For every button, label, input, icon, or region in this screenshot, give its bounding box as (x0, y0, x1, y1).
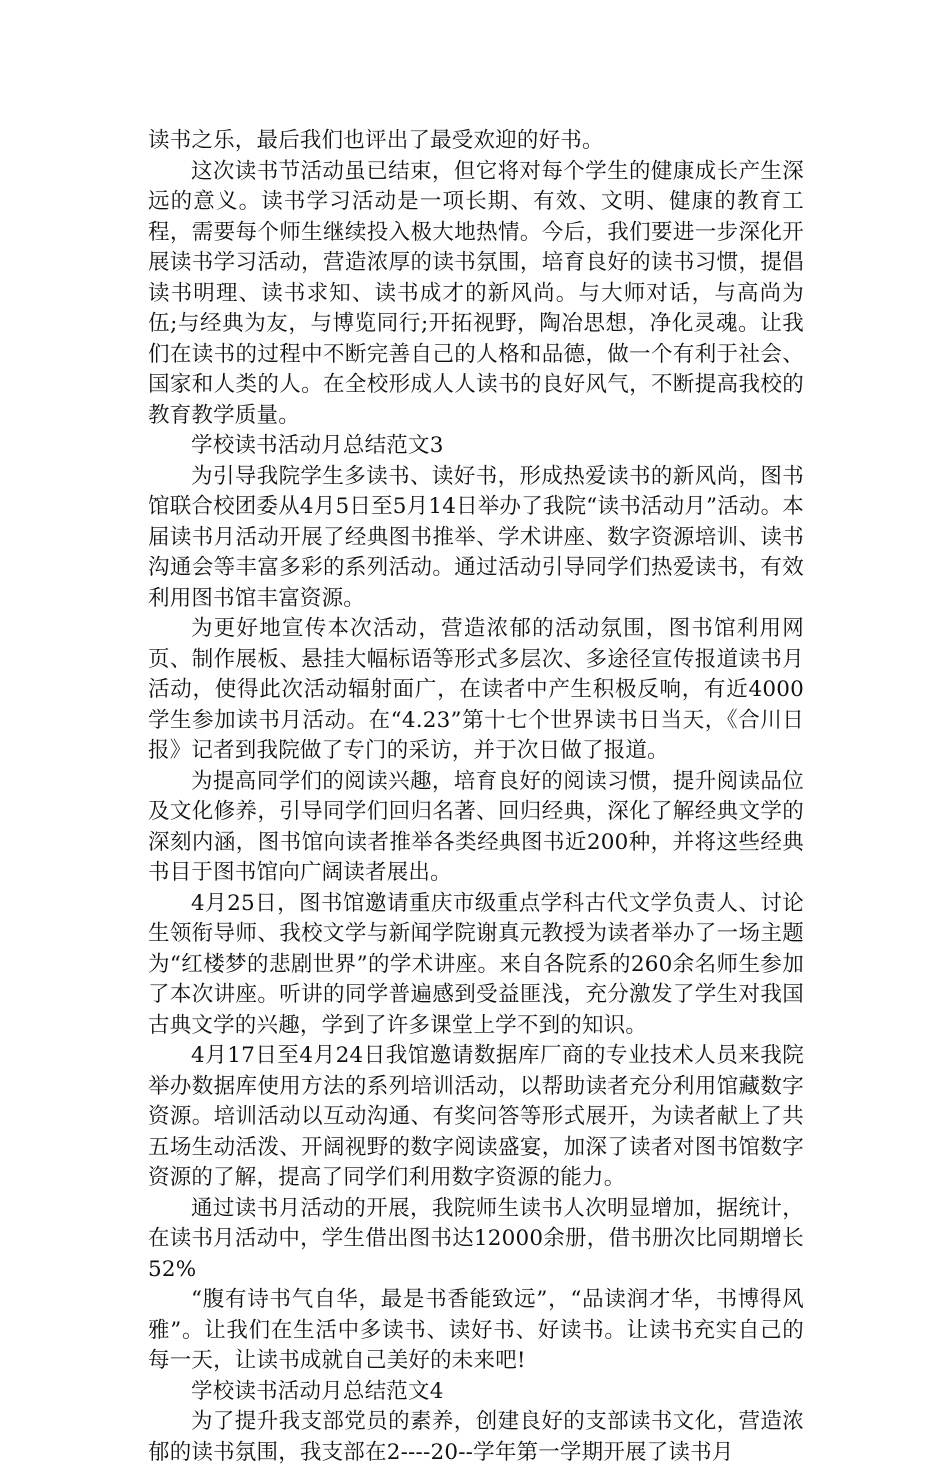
paragraph-branch-reading-month: 为了提升我支部党员的素养，创建良好的支部读书文化，营造浓郁的读书氛围，我支部在2----20--学年第一学期开展了读书月 (148, 1409, 804, 1465)
document-body (148, 126, 804, 1468)
paragraph-statistics: 通过读书月活动的开展，我院师生读书人次明显增加，据统计，在读书月活动中，学生借出图书达12000余册，借书册次比同期增长52% (148, 1195, 804, 1282)
paragraph-closing-quote: “腹有诗书气自华，最是书香能致远”，“品读润才华，书博得风雅”。让我们在生活中多读书、读好书、好读书。让读书充实自己的每一天，让读书成就自己美好的未来吧! (148, 1287, 804, 1373)
section-heading-sample-3: 学校读书活动月总结范文3 (191, 433, 444, 458)
paragraph-reading-festival-significance: 这次读书节活动虽已结束，但它将对每个学生的健康成长产生深远的意义。读书学习活动是一项长期、有效、文明、健康的教育工程，需要每个师生继续投入极大地热情。今后，我们要进一步深化开展读书学习活动，营造浓厚的读书氛围，培育良好的读书习惯，提倡读书明理、读书求知、读书成才的新风尚。与大师对话，与高尚为伍;与经典为友，与博览同行;开拓视野，陶冶思想，净化灵魂。让我们在读书的过程中不断完善自己的人格和品德，做一个有利于社会、国家和人类的人。在全校形成人人读书的良好风气，不断提高我校的教育教学质量。 (148, 158, 804, 428)
paragraph-book-recommendation: 为提高同学们的阅读兴趣，培育良好的阅读习惯，提升阅读品位及文化修养，引导同学们回归名著、回归经典，深化了解经典文学的深刻内涵，图书馆向读者推举各类经典图书近200种，并将这些经典书目于图书馆向广阔读者展出。 (148, 768, 804, 885)
section-heading-sample-4: 学校读书活动月总结范文4 (191, 1378, 444, 1404)
paragraph-continuation: 读书之乐，最后我们也评出了最受欢迎的好书。 (148, 128, 604, 153)
paragraph-lecture: 4月25日，图书馆邀请重庆市级重点学科古代文学负责人、讨论生领衔导师、我校文学与新闻学院谢真元教授为读者举办了一场主题为“红楼梦的悲剧世界”的学术讲座。来自各院系的260余名师生参加了本次讲座。听讲的同学普遍感到受益匪浅，充分激发了学生对我国古典文学的兴趣，学到了许多课堂上学不到的知识。 (148, 890, 804, 1038)
paragraph-publicity: 为更好地宣传本次活动，营造浓郁的活动氛围，图书馆利用网页、制作展板、悬挂大幅标语等形式多层次、多途径宣传报道读书月活动，使得此次活动辐射面广，在读者中产生积极反响，有近4000学生参加读书月活动。在“4.23”第十七个世界读书日当天，《合川日报》记者到我院做了专门的采访，并于次日做了报道。 (148, 616, 804, 763)
paragraph-database-training: 4月17日至4月24日我馆邀请数据库厂商的专业技术人员来我院举办数据库使用方法的系列培训活动，以帮助读者充分利用馆藏数字资源。培训活动以互动沟通、有奖问答等形式展开，为读者献上了共五场生动活泼、开阔视野的数字阅读盛宴，加深了读者对图书馆数字资源的了解，提高了同学们利用数字资源的能力。 (148, 1043, 804, 1190)
paragraph-reading-month-intro: 为引导我院学生多读书、读好书，形成热爱读书的新风尚，图书馆联合校团委从4月5日至5月14日举办了我院“读书活动月”活动。本届读书月活动开展了经典图书推举、学术讲座、数字资源培训、读书沟通会等丰富多彩的系列活动。通过活动引导同学们热爱读书，有效利用图书馆丰富资源。 (148, 463, 804, 611)
